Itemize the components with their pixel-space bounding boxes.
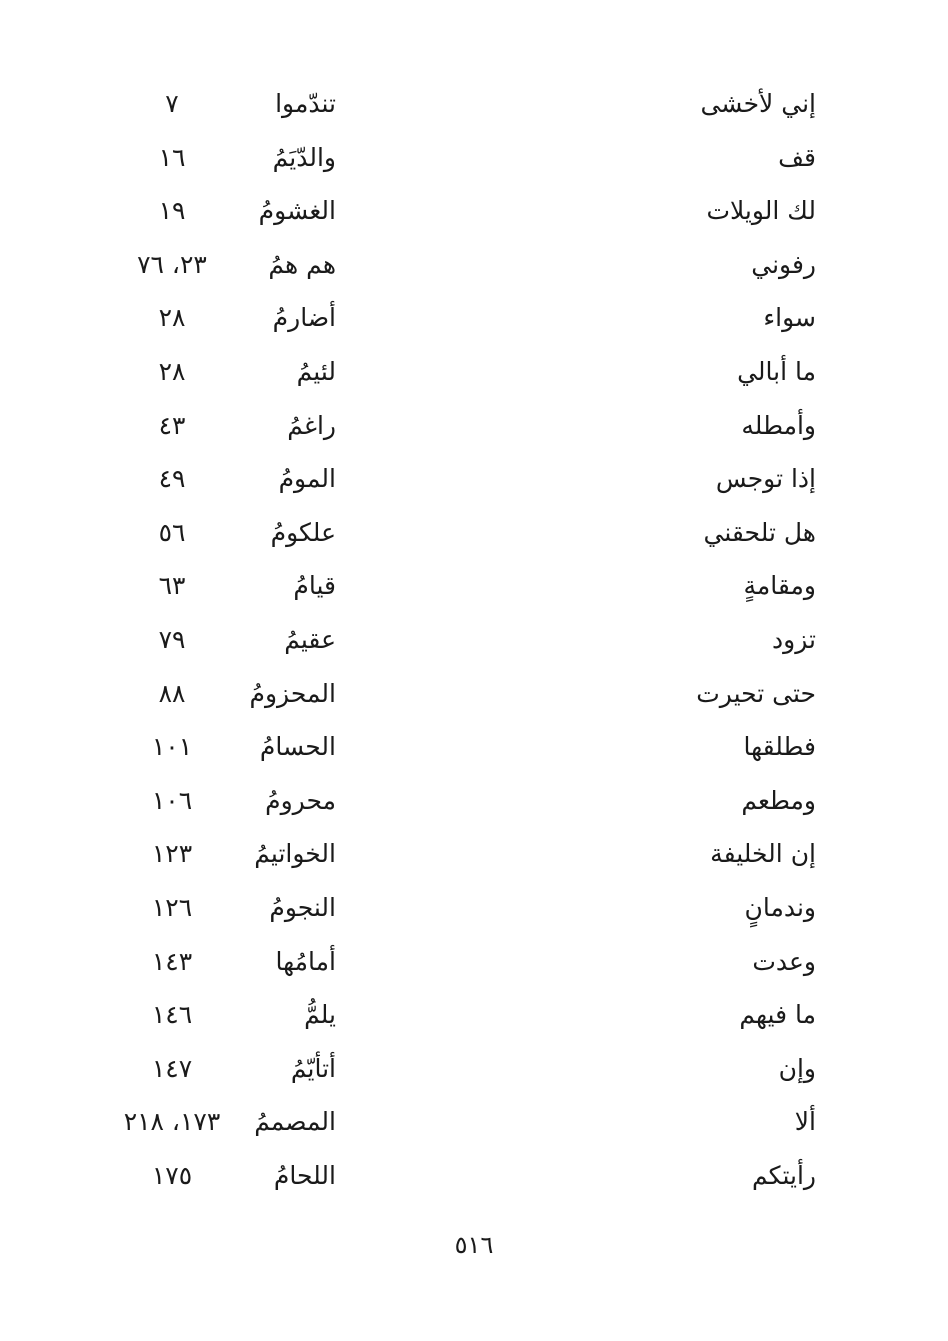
rhyme-word: النجومُ [269,892,336,922]
verse-first-word: ما فيهم [739,1000,816,1030]
rhyme-word: أمامُها [275,946,336,976]
page-references: ٢٣، ٧٦ [137,249,207,279]
page-references: ١٤٣ [151,946,193,976]
index-row [0,292,948,346]
index-row [0,453,948,507]
index-row [0,721,948,775]
page-references: ١٠٦ [151,785,193,815]
page-references: ٢٨ [158,303,186,333]
rhyme-word: الخواتيمُ [254,839,336,869]
page-references: ١٤٦ [151,1000,193,1030]
index-row [0,1043,948,1097]
rhyme-word: الحسامُ [259,732,336,762]
rhyme-word: المومُ [278,464,336,494]
verse-first-word: وإن [778,1053,816,1083]
index-row [0,1096,948,1150]
rhyme-word: محرومُ [265,785,336,815]
rhyme-word: يلمُّ [304,1000,336,1030]
verse-first-word: حتى تحيرت [696,678,816,708]
rhyme-word: قيامُ [293,571,336,601]
index-row [0,78,948,132]
rhyme-word: أضارمُ [272,303,336,333]
index-row [0,668,948,722]
page-references: ٤٩ [158,464,186,494]
page-references: ٥٦ [158,517,186,547]
rhyme-word: لئيمُ [296,356,336,386]
index-row [0,775,948,829]
index-row [0,936,948,990]
verse-first-word: رأيتكم [752,1160,816,1190]
verse-first-word: إني لأخشى [700,89,816,118]
page-references: ١٧٣، ٢١٨ [123,1107,221,1137]
verse-first-word: ومطعم [741,785,816,815]
page-references: ٧ [165,89,179,118]
verse-first-word: لك الويلات [706,196,816,226]
index-row [0,882,948,936]
rhyme-word: علكومُ [270,517,336,547]
index-row [0,614,948,668]
page-references: ٢٨ [158,356,186,386]
verse-first-word: إذا توجس [715,464,816,494]
page-number: ٥١٦ [454,1231,494,1259]
rhyme-word: راغمُ [287,410,336,440]
page-references: ١٢٦ [151,892,193,922]
verse-first-word: إن الخليفة [710,839,816,869]
rhyme-word: تندّموا [275,89,336,118]
index-row [0,1150,948,1204]
rhyme-word: المحزومُ [249,678,336,708]
index-row [0,346,948,400]
page-references: ١٦ [158,142,186,172]
verse-first-word: رفوني [751,249,816,279]
index-row [0,185,948,239]
index-row [0,507,948,561]
verse-first-word: قف [778,142,816,172]
page-references: ٨٨ [158,678,186,708]
verse-first-word: هل تلحقني [703,517,816,547]
index-row [0,989,948,1043]
page-references: ١٠١ [151,732,193,762]
rhyme-index-table [0,78,948,1203]
verse-first-word: وندمانٍ [744,892,816,922]
page-references: ٧٩ [158,624,186,654]
rhyme-word: الغشومُ [258,196,336,226]
verse-first-word: ومقامةٍ [743,571,816,601]
verse-first-word: تزود [772,624,816,654]
page-references: ١٧٥ [151,1160,193,1190]
verse-first-word: وأمطله [741,410,816,440]
rhyme-word: عقيمُ [284,624,336,654]
rhyme-word: اللحامُ [273,1160,336,1190]
page-references: ٤٣ [158,410,186,440]
page-references: ١٩ [158,196,186,226]
index-row [0,400,948,454]
rhyme-word: هم همُ [268,249,336,279]
index-row [0,239,948,293]
verse-first-word: وعدت [752,946,816,976]
rhyme-word: المصممُ [254,1107,336,1137]
rhyme-word: والدّيَمُ [272,142,336,172]
verse-first-word: سواء [763,303,816,333]
index-row [0,828,948,882]
rhyme-word: أتأيّمُ [290,1053,336,1083]
verse-first-word: فطلقها [743,732,816,762]
index-row [0,132,948,186]
index-row [0,560,948,614]
page-references: ١٢٣ [151,839,193,869]
verse-first-word: ألا [794,1107,816,1137]
verse-first-word: ما أبالي [737,356,816,386]
page-references: ٦٣ [158,571,186,601]
page-references: ١٤٧ [151,1053,193,1083]
